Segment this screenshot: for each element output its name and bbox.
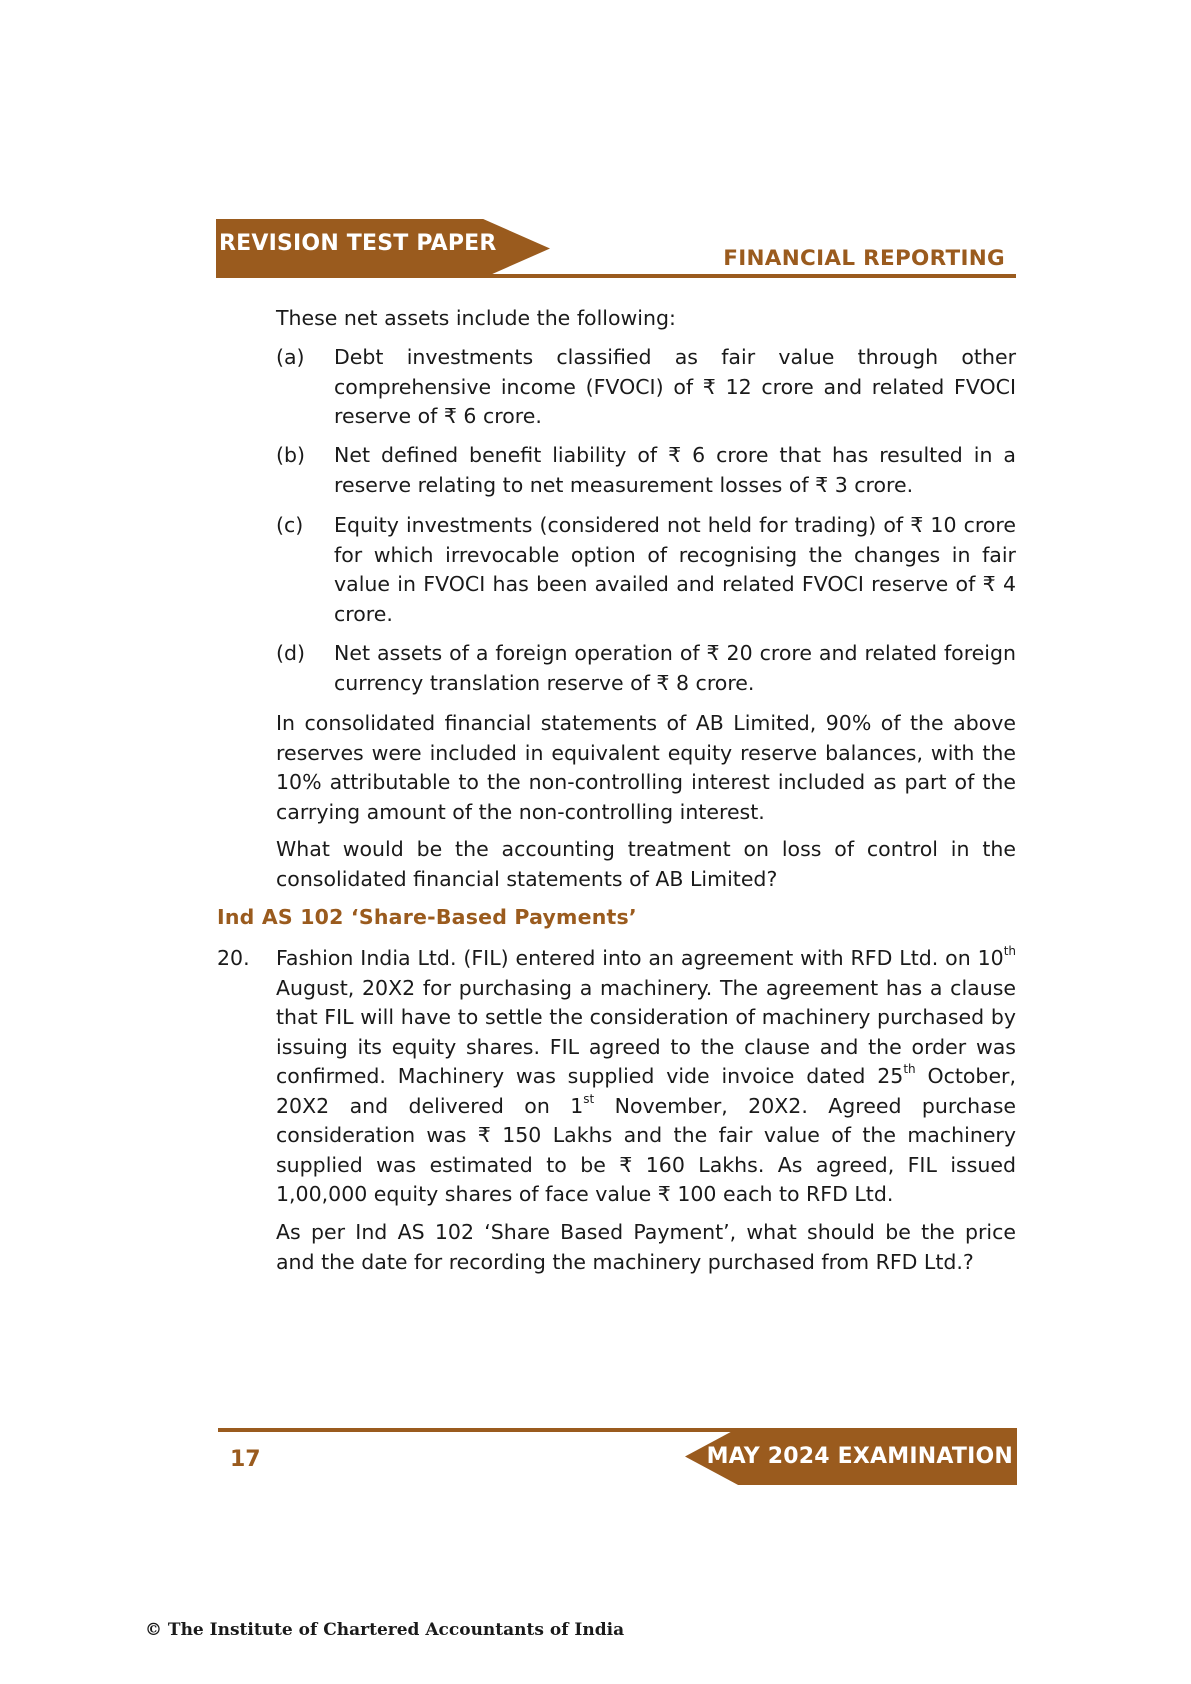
item-label: (c)	[276, 513, 304, 537]
item-label: (b)	[276, 443, 306, 467]
header-rule	[216, 274, 1016, 278]
footer-exam-label: MAY 2024 EXAMINATION	[706, 1444, 1013, 1469]
item-text: Equity investments (considered not held for trading) of ₹ 10 crore for which irrevocable option of recognising the changes in fair value in FVOCI has been availed and related FVOCI reserve of ₹ 4 crore.	[334, 513, 1016, 626]
section-heading: Ind AS 102 ‘Share-Based Payments’	[217, 905, 637, 929]
question-body	[276, 944, 1016, 1210]
question-text-part: October, 20X2 and delivered on 1	[276, 1064, 1016, 1118]
superscript: th	[903, 1062, 916, 1077]
question-text: What would be the accounting treatment on loss of control in the consolidated financial statements of AB Limited?	[276, 837, 1016, 891]
header-tag-label: REVISION TEST PAPER	[219, 231, 497, 256]
question-text-part: November, 20X2. Agreed purchase consideration was ₹ 150 Lakhs and the fair value of the machinery supplied was estimated to be ₹ 160 Lakhs. As agreed, FIL issued 1,00,000 equity shares of face value ₹ 100 each to RFD Ltd.	[276, 1093, 1016, 1206]
copyright-notice: © The Institute of Chartered Accountants of India	[145, 1620, 625, 1640]
item-label: (a)	[276, 345, 305, 369]
page-number: 17	[230, 1447, 261, 1472]
item-text: Net defined benefit liability of ₹ 6 crore that has resulted in a reserve relating to net measurement losses of ₹ 3 crore.	[334, 443, 1016, 497]
question-text-part: August, 20X2 for purchasing a machinery. The agreement has a clause that FIL will have to settle the consideration of machinery purchased by issuing its equity shares. FIL agreed to the clause and the order was confirmed. Machinery was supplied vide invoice dated 25	[276, 975, 1016, 1088]
question-number: 20.	[217, 946, 250, 970]
paragraph: In consolidated financial statements of AB Limited, 90% of the above reserves were included in equivalent equity reserve balances, with the 10% attributable to the non-controlling interest included as part of the carrying amount of the non-controlling interest.	[276, 711, 1016, 824]
superscript: st	[583, 1091, 595, 1106]
superscript: th	[1003, 944, 1016, 959]
question-text-part: Fashion India Ltd. (FIL) entered into an agreement with RFD Ltd. on 10	[276, 946, 1004, 970]
intro-text: These net assets include the following:	[276, 306, 676, 330]
item-text: Debt investments classified as fair value through other comprehensive income (FVOCI) of ₹ 12 crore and related FVOCI reserve of ₹ 6 crore.	[334, 345, 1016, 428]
header-subject-title: FINANCIAL REPORTING	[723, 246, 1005, 271]
question-prompt: As per Ind AS 102 ‘Share Based Payment’, what should be the price and the date for recording the machinery purchased from RFD Ltd.?	[276, 1220, 1016, 1274]
item-label: (d)	[276, 641, 306, 665]
item-text: Net assets of a foreign operation of ₹ 20 crore and related foreign currency translation reserve of ₹ 8 crore.	[334, 641, 1016, 695]
